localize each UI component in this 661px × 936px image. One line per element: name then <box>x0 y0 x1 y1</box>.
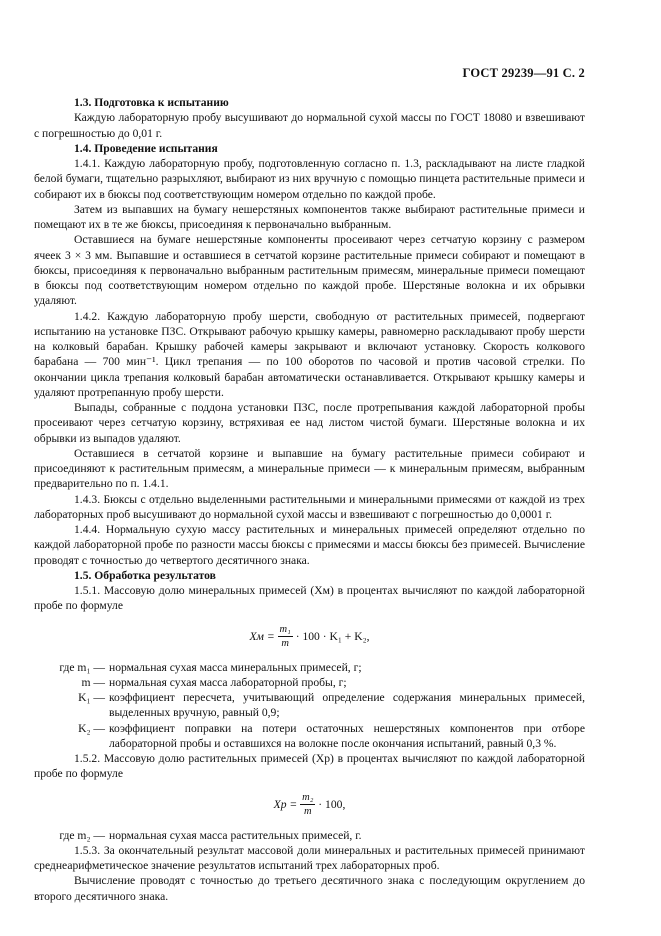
definition-symbol: где m₂ — <box>59 828 105 842</box>
definition-item <box>34 690 585 721</box>
definition-text: коэффициент поправки на потери остаточных нешерстяных компонентов при отборе лабораторной пробы и оставшихся на волокне после окончания испытаний, равный 0,3 %. <box>109 721 585 750</box>
paragraph-1-4-2-c: Оставшиеся в сетчатой корзине и выпавшие на бумагу растительные примеси собирают и присоединяют к растительным примесям, а минеральные примеси — к минеральным примесям, выбранным предварительно по п. 1.4.1. <box>34 446 585 491</box>
paragraph-1-4-2: 1.4.2. Каждую лабораторную пробу шерсти, свободную от растительных примесей, подвергают испытанию на установке ПЗС. Открывают рабочую крышку камеры, равномерно раскладывают пробу шерсти на колковый барабан. Крышку рабочей камеры закрывают и включают установку. Скорость колкового барабана — 700 мин⁻¹. Цикл трепания — по 100 оборотов по часовой и против часовой стрелки. По окончании цикла трепания колковый барабан автоматически останавливается. Открывают крышку камеры и удаляют протрепанную пробу шерсти. <box>34 309 585 399</box>
formula-mineral-denominator: m <box>281 638 289 650</box>
paragraph-1-5-3: 1.5.3. За окончательный результат массовой доли минеральных и растительных примесей принимают среднеарифметическое значение результатов испытаний трех лабораторных проб. <box>34 843 585 872</box>
paragraph-1-5-3-b: Вычисление проводят с точностью до третьего десятичного знака с последующим округлением до второго десятичного знака. <box>34 874 585 903</box>
definition-text: коэффициент пересчета, учитывающий определение содержания минеральных примесей, выделенных вручную, равный 0,9; <box>109 691 585 720</box>
page-header: ГОСТ 29239—91 С. 2 <box>462 66 585 80</box>
formula-vegetable-denominator: m <box>303 806 312 818</box>
formula-mineral-numerator: m₁ <box>279 624 291 636</box>
formula-mineral-fraction <box>278 623 293 650</box>
paragraph-1-5-1: 1.5.1. Массовую долю минеральных примесей (Xм) в процентах вычисляют по каждой лабораторной пробе по формуле <box>34 584 585 613</box>
paragraph-1-4-3: 1.4.3. Бюксы с отдельно выделенными растительными и минеральными примесями от каждой из трех лабораторных проб высушивают до нормальной сухой массы и взвешивают с погрешностью до 0,0001 г. <box>34 492 585 521</box>
formula-vegetable <box>34 782 585 828</box>
formula-vegetable-rest: · 100, <box>318 797 346 811</box>
definition-text: нормальная сухая масса растительных примесей, г. <box>109 828 362 842</box>
definition-item <box>34 660 585 675</box>
paragraph-1-4-1-c: Оставшиеся на бумаге нешерстяные компоненты просеивают через сетчатую корзину с размером ячеек 3 × 3 мм. Выпавшие и оставшиеся в сетчатой корзине растительные примеси собирают и помещают в бюксы, присоединяя к первоначально выбранным растительным примесям, минеральные примеси помещают в бюксы под соответствующим номером отдельно по каждой пробе. Шерстяные волокна и их обрывки удаляют. <box>34 233 585 308</box>
paragraph-1-4-2-b: Выпады, собранные с поддона установки ПЗС, после протрепывания каждой лабораторной пробы просеивают через сетчатую корзину, встряхивая ее над листом чистой бумаги. Шерстяные волокна и их обрывки из выпадов удаляют. <box>34 401 585 445</box>
definition-text: нормальная сухая масса лабораторной пробы, г; <box>109 675 347 689</box>
definition-item <box>34 721 585 752</box>
section-1-4-heading: 1.4. Проведение испытания <box>74 141 218 155</box>
formula-vegetable-numerator: m₂ <box>302 792 314 804</box>
definition-symbol: m — <box>81 675 105 689</box>
paragraph-1-4-4: 1.4.4. Нормальную сухую массу растительных и минеральных примесей определяют отдельно по каждой лабораторной пробе по разности массы бюксы с примесями и массы бюксы без примесей. Вычисление проводят с точностью до четвертого десятичного знака. <box>34 523 585 567</box>
definition-symbol: где m₁ — <box>59 660 105 674</box>
paragraph-1-4-1: 1.4.1. Каждую лабораторную пробу, подготовленную согласно п. 1.3, раскладывают на листе гладкой белой бумаги, тщательно разрыхляют, выбирают из них вручную с помощью пинцета растительные примеси и собирают их в бюксы под соответствующим номером отдельно по каждой пробе. <box>34 157 585 201</box>
document-body <box>34 95 585 904</box>
paragraph-1-5-2: 1.5.2. Массовую долю растительных примесей (Xр) в процентах вычисляют по каждой лабораторной пробе по формуле <box>34 752 585 781</box>
section-1-5-heading: 1.5. Обработка результатов <box>74 568 216 582</box>
definition-symbol: K₁ — <box>78 691 105 704</box>
definitions-list-1 <box>34 660 585 752</box>
section-1-3-heading: 1.3. Подготовка к испытанию <box>74 96 229 109</box>
definition-symbol: K₂ — <box>78 721 105 735</box>
paragraph-1-4-1-b: Затем из выпавших на бумагу нешерстяных компонентов также выбирают растительные примеси и помещают их в те же бюксы, присоединяя к первоначально выбранным. <box>34 202 585 231</box>
formula-mineral-rest: · 100 · K₁ + K₂, <box>295 629 370 643</box>
definition-item <box>34 828 585 843</box>
definition-text: нормальная сухая масса минеральных примесей, г; <box>109 660 362 674</box>
formula-vegetable-lhs: Xр = <box>273 797 298 811</box>
definition-item <box>34 675 585 690</box>
formula-vegetable-fraction <box>300 791 315 818</box>
formula-mineral <box>34 614 585 660</box>
formula-mineral-lhs: Xм = <box>249 629 275 643</box>
section-1-3-text: Каждую лабораторную пробу высушивают до нормальной сухой массы по ГОСТ 18080 и взвешивают с погрешностью до 0,01 г. <box>34 111 585 140</box>
